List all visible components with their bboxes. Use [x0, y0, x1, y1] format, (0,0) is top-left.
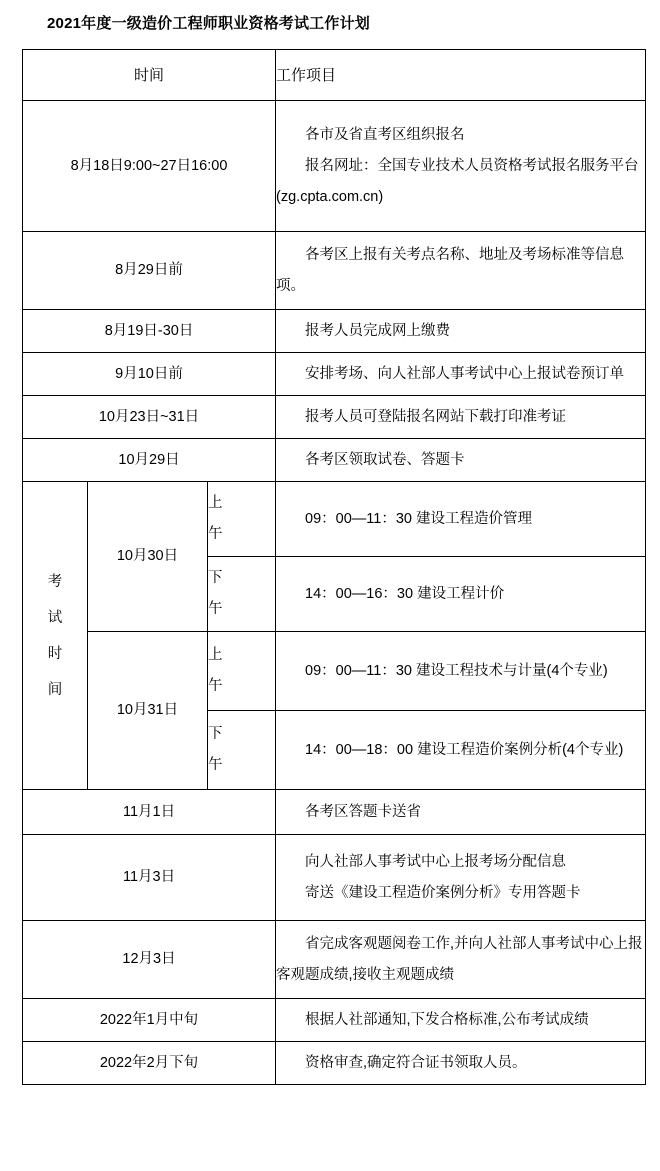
work-item-line: 各考区答题卡送省: [305, 803, 422, 820]
work-item-cell: [276, 1042, 646, 1085]
table-row: [23, 790, 646, 835]
work-item-cell: [276, 396, 646, 439]
exam-subject-cell: 09：00—11：30 建设工程造价管理: [276, 482, 646, 557]
work-item-line: 报考人员可登陆报名网站下载打印准考证: [305, 408, 567, 425]
header-cell-work-item: 工作项目: [276, 50, 646, 101]
work-item-line: 报考人员完成网上缴费: [305, 322, 451, 339]
work-item-line: 各考区上报有关考点名称、地址及考场标准等信息项。: [276, 246, 625, 294]
work-item-cell: [276, 101, 646, 232]
time-cell: 11月3日: [23, 835, 276, 921]
exam-session-row: [23, 482, 646, 557]
work-item-cell: [276, 232, 646, 310]
exam-subject-cell: 14：00—16：30 建设工程计价: [276, 557, 646, 632]
exam-halfday-cell: [208, 632, 276, 711]
exam-subject-cell: 14：00—18：00 建设工程造价案例分析(4个专业): [276, 711, 646, 790]
time-cell: 9月10日前: [23, 353, 276, 396]
exam-time-vertical-label: [23, 482, 88, 790]
work-item-cell: [276, 439, 646, 482]
work-plan-table: [22, 49, 646, 1085]
time-cell: 2022年1月中旬: [23, 999, 276, 1042]
time-cell: 2022年2月下旬: [23, 1042, 276, 1085]
halfday-char: 下: [208, 726, 223, 742]
time-cell: 12月3日: [23, 921, 276, 999]
work-item-line: 根据人社部通知,下发合格标准,公布考试成绩: [305, 1011, 589, 1028]
table-row: [23, 439, 646, 482]
time-cell: 10月23日~31日: [23, 396, 276, 439]
time-cell: 8月18日9:00~27日16:00: [23, 101, 276, 232]
vertical-label-char: 试: [47, 609, 63, 626]
work-item-line: 寄送《建设工程造价案例分析》专用答题卡: [305, 884, 581, 901]
time-cell: 10月29日: [23, 439, 276, 482]
work-item-line: 报名网址：全国专业技术人员资格考试报名服务平台(zg.cpta.com.cn): [276, 157, 639, 205]
halfday-char: 午: [208, 678, 223, 694]
table-row: [23, 353, 646, 396]
halfday-char: 下: [208, 570, 223, 586]
vertical-label-char: 间: [47, 681, 63, 698]
work-item-cell: [276, 921, 646, 999]
work-item-line: 省完成客观题阅卷工作,并向人社部人事考试中心上报客观题成绩,接收主观题成绩: [276, 935, 643, 983]
halfday-char: 上: [208, 495, 223, 511]
table-row: [23, 1042, 646, 1085]
work-item-cell: [276, 310, 646, 353]
exam-date-cell: 10月31日: [88, 632, 208, 790]
work-item-cell: [276, 353, 646, 396]
work-item-cell: [276, 835, 646, 921]
work-item-line: 各市及省直考区组织报名: [305, 126, 465, 143]
table-row: [23, 999, 646, 1042]
page-title: 2021年度一级造价工程师职业资格考试工作计划: [47, 15, 370, 32]
table-row: [23, 396, 646, 439]
exam-subject-cell: 09：00—11：30 建设工程技术与计量(4个专业): [276, 632, 646, 711]
time-cell: 11月1日: [23, 790, 276, 835]
exam-halfday-cell: [208, 482, 276, 557]
exam-halfday-cell: [208, 557, 276, 632]
table-header-row: [23, 50, 646, 101]
exam-halfday-cell: [208, 711, 276, 790]
work-item-line: 各考区领取试卷、答题卡: [305, 451, 465, 468]
table-row: [23, 835, 646, 921]
halfday-char: 上: [208, 647, 223, 663]
vertical-label-char: 考: [47, 573, 63, 590]
header-cell-time: 时间: [23, 50, 276, 101]
table-row: [23, 921, 646, 999]
table-row: [23, 310, 646, 353]
time-cell: 8月19日-30日: [23, 310, 276, 353]
halfday-char: 午: [208, 601, 223, 617]
work-item-line: 资格审查,确定符合证书领取人员。: [305, 1054, 527, 1071]
halfday-char: 午: [208, 757, 223, 773]
vertical-label-char: 时: [47, 645, 63, 662]
work-item-line: 安排考场、向人社部人事考试中心上报试卷预订单: [305, 365, 625, 382]
time-cell: 8月29日前: [23, 232, 276, 310]
exam-date-cell: 10月30日: [88, 482, 208, 632]
exam-session-row: [23, 632, 646, 711]
halfday-char: 午: [208, 526, 223, 542]
work-item-cell: [276, 790, 646, 835]
table-row: [23, 101, 646, 232]
work-item-cell: [276, 999, 646, 1042]
table-row: [23, 232, 646, 310]
work-item-line: 向人社部人事考试中心上报考场分配信息: [305, 853, 567, 870]
